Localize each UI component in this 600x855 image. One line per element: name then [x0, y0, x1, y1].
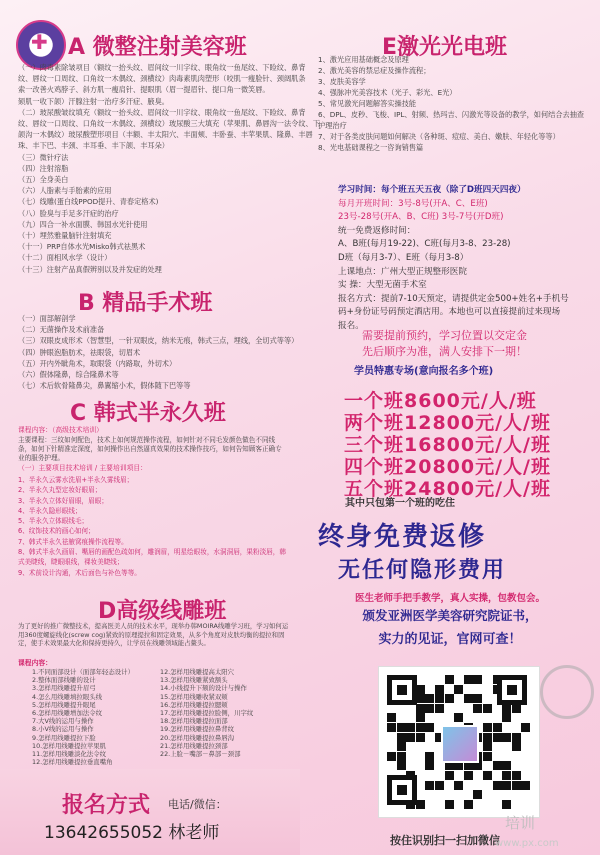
course-item: 10.怎样用线雕提拉苹果肌 — [32, 741, 107, 750]
schedule-line: 上课地点：广州大型正规整形医院 — [338, 266, 467, 277]
qr-module — [502, 761, 511, 770]
qr-module — [502, 713, 511, 722]
section-c-list — [18, 475, 290, 578]
qr-module — [425, 761, 434, 770]
qr-module — [512, 742, 521, 751]
schedule-block — [338, 184, 596, 334]
section-c-item: 8、韩式半永久画眉、嘴唇的画配色疏如何，雕润眉，明星绘眼妆，水洞洞唇，果粉淡唇，韩式美睫线，睫眼眼线，裸妆美睫线； — [18, 548, 286, 567]
qr-module — [512, 733, 521, 742]
schedule-line: 学习时间：每个班五天五夜（除了D班四天四夜） — [338, 185, 526, 195]
promise-line-5: 实力的见证，官网可查！ — [378, 632, 522, 647]
qr-module — [464, 694, 473, 703]
qr-module — [416, 694, 425, 703]
section-a-item: （五）全身美白 — [18, 175, 69, 185]
wechat-qr-code[interactable] — [378, 666, 540, 818]
section-a-item: 颏肌一收下颌）汗腺注射一治疗多汗症、腋臭。 — [18, 96, 169, 106]
qr-module — [483, 704, 492, 713]
qr-finder-pattern — [387, 775, 417, 805]
qr-module — [493, 733, 502, 742]
qr-module — [435, 781, 444, 790]
section-c-item: 7、韩式半永久祛腋窝痕操作流程等。 — [18, 537, 128, 546]
qr-module — [521, 723, 530, 732]
section-e-item: 4、强脉冲光美容技术（光子、彩光、E光） — [318, 88, 457, 97]
course-item: 4.怎么用线雕填拉眼头线 — [32, 692, 103, 701]
course-item: 6.怎样用线雕增加法令纹 — [32, 709, 103, 718]
section-c-item: 4、半永久隐形眼线； — [18, 506, 82, 515]
schedule-line: 实 操：大型无菌手术室 — [338, 280, 427, 291]
section-e-item: 7、对于各类皮肤问题如何解决（各种斑、痘痘、美白、嫩肤、年轻化等等） — [318, 132, 560, 141]
section-e-item: 2、激光美容的禁忌症及操作流程； — [318, 66, 431, 75]
qr-module — [464, 771, 473, 780]
qr-module — [416, 800, 425, 809]
schedule-line: 23号-28号(开A、B、C班) 3号-7号(开D班) — [338, 212, 504, 223]
watermark-ring-icon — [540, 665, 594, 719]
qr-module — [483, 723, 492, 732]
qr-module — [425, 694, 434, 703]
qr-module — [387, 752, 396, 761]
section-e-item: 8、光电基础课程之一咨询销售篇 — [318, 143, 424, 152]
section-c-intro-label: 课程内容：（高级技术培训） — [18, 426, 103, 434]
course-item: 13.怎样用线雕紧致额头 — [160, 676, 228, 685]
qr-module — [406, 733, 415, 742]
course-item: 19.怎样用线雕提拉鼻背纹 — [160, 725, 235, 734]
qr-module — [473, 790, 482, 799]
qr-module — [464, 800, 473, 809]
qr-module — [512, 781, 521, 790]
schedule-line: 报名。 — [338, 320, 364, 331]
course-item: 16.怎样用线雕提拉腮颊 — [160, 700, 228, 709]
section-b-item: （四）肿眼泡脂肪术，祛眼袋，切眉术 — [18, 347, 141, 357]
course-item: 3.怎样用线雕提升眉弓 — [32, 684, 96, 693]
registration-title: 报名方式 — [62, 793, 151, 818]
course-item: 14.小线提升下颏的设计与操作 — [160, 684, 247, 693]
qr-module — [502, 781, 511, 790]
qr-finder-pattern — [497, 675, 527, 705]
course-item: 12.怎样用线雕提高太阳穴 — [160, 668, 235, 676]
schedule-line: D班（每月3-7）、E班（每月3-8） — [338, 252, 469, 263]
section-d-course-label: 课程内容： — [18, 659, 52, 667]
qr-module — [416, 704, 425, 713]
qr-module — [435, 685, 444, 694]
course-item: 9.怎样用线雕提拉下脸 — [32, 733, 96, 742]
section-a-item: 珠、丰下巴、丰颈、丰耳垂、丰下颌、丰耳朵） — [18, 141, 169, 151]
section-c-sub-label: （一）主要项目技术培训 / 主要培训项目： — [18, 464, 147, 472]
qr-caption: 按住识别扫一扫加微信 — [390, 834, 500, 847]
section-e-list — [318, 54, 588, 153]
section-d-col2 — [160, 668, 280, 758]
section-a-item: （十三）注射产品真假辨别以及并发症的处理 — [18, 264, 162, 274]
section-a-item: （四）注射溶脂 — [18, 163, 69, 173]
qr-module — [435, 694, 444, 703]
section-a-item: 纹、唇纹一口周纹、口角纹一木偶纹、颈横纹）玻尿酸三大填充（苹果肌、鼻唇沟一法令纹、下 — [18, 119, 320, 129]
qr-module — [493, 723, 502, 732]
course-item: 22.上脸－嘴部－鼻部－颈部 — [160, 750, 241, 759]
qr-module — [445, 800, 454, 809]
section-c-title: C 韩式半永久班 — [70, 401, 226, 426]
section-c-intro: 主要课程：三纹如何配色，技术上如何规范操作流程，如何针对不同毛发颜色做色不同线条，如何下针精准定深度，如何操作出自然逼真效果的技术操作技巧，如何告知顾客正确专业的服务护理。 — [18, 436, 282, 462]
promise-line-2: 无任何隐形费用 — [338, 558, 507, 583]
section-a-item: （三）微针疗法 — [18, 152, 69, 162]
qr-module — [425, 723, 434, 732]
qr-module — [493, 761, 502, 770]
qr-module — [493, 781, 502, 790]
section-b-item: （六）假体隆鼻，综合隆鼻术等 — [18, 370, 119, 380]
registration-phone[interactable]: 13642655052 林老师 — [44, 823, 220, 843]
qr-module — [397, 752, 406, 761]
qr-module — [397, 733, 406, 742]
section-c-item: 5、半永久立体眼线毛； — [18, 517, 89, 526]
section-b-item: （七）术后软骨隆鼻尖，鼻翼缩小术，假体随下巴等等 — [18, 381, 191, 391]
promise-line-3: 医生老师手把手教学，真人实操，包教包会。 — [354, 593, 545, 604]
qr-module — [387, 723, 396, 732]
schedule-line: A、B班(每月19-22)、C班(每月3-8、23-28) — [338, 239, 511, 250]
section-a-item: （八）脸臭与手足多汗症的治疗 — [18, 208, 119, 218]
qr-finder-pattern — [387, 675, 417, 705]
qr-module — [387, 713, 396, 722]
section-b-list — [18, 313, 298, 391]
section-a-item: 索一改善火鸡脖子、斜方肌一瘦肩针、提眼肌（眉一提眉针、提口角一微笑唇。 — [18, 85, 270, 95]
section-e-title: E激光光电班 — [382, 35, 508, 60]
course-item: 8.小V线的运用与操作 — [32, 725, 94, 734]
qr-module — [483, 733, 492, 742]
section-a-item: （十）埋然雅量脑针注射填充 — [18, 231, 112, 241]
qr-module — [416, 723, 425, 732]
course-item: 12.怎样用线雕提拉垂直嘴角 — [32, 758, 113, 767]
course-item: 1.不同面部设计（面部年轻态设计） — [32, 668, 134, 676]
section-a-item: （六）人脂素与手胎素的应用 — [18, 186, 112, 196]
offer-title: 学员特惠专场(意向报名多个班) — [354, 366, 494, 377]
qr-module — [502, 800, 511, 809]
course-item: 18.怎样用线雕提拉面部 — [160, 717, 228, 726]
section-b-item: （一）面部解剖学 — [18, 314, 76, 323]
qr-module — [425, 704, 434, 713]
section-a-item: （十一）PRP自体水光Misko韩式祛黑术 — [18, 242, 146, 252]
course-item: 11.怎样用线雕淡化法令纹 — [32, 750, 107, 759]
qr-module — [502, 771, 511, 780]
qr-module — [416, 713, 425, 722]
section-a-title: A 微整注射美容班 — [68, 35, 247, 60]
qr-module — [425, 781, 434, 790]
section-e-item: 5、常见激光问题解答实操技能 — [318, 99, 417, 108]
section-a-item: （一）肉毒素除皱项目（额纹一抬头纹、眉间纹一川字纹、眼角纹一鱼尾纹、下睑纹、鼻背 — [18, 63, 306, 72]
promise-line-1: 终身免费返修 — [318, 522, 487, 552]
price-4: 四个班20800元/人/班 — [344, 456, 551, 478]
qr-center-photo — [441, 725, 479, 763]
qr-module — [416, 685, 425, 694]
notice-line-1: 需要提前预约，学习位置以交定金 — [362, 329, 527, 342]
section-a-item: 纹、唇纹一口周纹、口角纹一木偶纹、颈横纹）肉毒素肌肉塑形（咬肌一瘦脸针、颈阔肌条 — [18, 74, 306, 84]
price-1: 一个班8600元/人/班 — [344, 390, 537, 412]
course-item: 7.大V线的运用与操作 — [32, 717, 94, 726]
qr-module — [473, 675, 482, 684]
schedule-line: 报名方式：提前7-10天预定，请提供定金500+姓名+手机号 — [338, 293, 569, 304]
section-b-title: B 精品手术班 — [78, 291, 213, 316]
section-a-item: 颌沟一木偶纹）玻尿酸塑形项目（丰额、丰太阳穴、丰面颊、丰卧蚕、丰苹果肌、隆鼻、丰唇 — [18, 130, 313, 140]
registration-sub: 电话/微信： — [168, 798, 227, 811]
notice-line-2: 先后顺序为准，满人安排下一期！ — [362, 345, 527, 358]
qr-module — [445, 771, 454, 780]
schedule-line: 码+身份证号码预定酒店用。本地也可以直接提前过来现场 — [338, 307, 561, 318]
qr-module — [406, 723, 415, 732]
section-a-list — [18, 62, 320, 275]
qr-module — [435, 704, 444, 713]
qr-module — [502, 704, 511, 713]
qr-module — [454, 685, 463, 694]
price-5: 五个班24800元/人/班 — [344, 478, 551, 500]
qr-module — [397, 723, 406, 732]
qr-module — [425, 752, 434, 761]
qr-module — [464, 675, 473, 684]
course-item: 17.怎样用线雕提拉脸侧，川字纹 — [160, 709, 254, 718]
section-c-item: 3、半永久立体好眉眼，眉眼； — [18, 496, 108, 505]
section-a-item: （二）玻尿酸皱纹填充（额纹一抬头纹、眉间纹一川字纹、眼角纹一鱼尾纹、下睑纹、鼻背 — [18, 107, 306, 117]
price-2: 两个班12800元/人/班 — [344, 412, 551, 434]
section-e-item: 3、皮肤美容学 — [318, 77, 366, 86]
course-item: 21.怎样用线雕提拉颈部 — [160, 741, 228, 750]
section-e-item: 6、DPL、皮秒、飞梭、IPL、射频、热玛吉、闪激光等设备的教学，如何结合去抽查护理治疗 — [318, 110, 585, 130]
section-d-col1 — [32, 668, 157, 766]
section-d-intro: 为了更好的推广微整技术，提高医美人员的技术水平，现举办韩MOIRA线雕学习班，学习如何运用360度螺旋线化(screw cog)紧致的原理提拉和固定效果，从多个角度对皮肤均衡的提拉和固定，使手术效果最大化和保持更持久，让学员在线雕领域能占鳌头。 — [18, 622, 289, 648]
section-d-title: D高级线雕班 — [98, 599, 227, 624]
course-item: 2.整体面部线雕的设计 — [32, 676, 96, 685]
course-item: 15.怎样用线雕收紧双颊 — [160, 692, 228, 701]
price-3: 三个班16800元/人/班 — [344, 434, 551, 456]
section-c-item: 2、半永久丸型定妆好眼眉； — [18, 486, 102, 495]
watermark-url: www.px.com — [495, 838, 559, 849]
section-c-item: 1、半永久云雾水洗眉+半永久雾线眉； — [18, 476, 134, 484]
qr-module — [512, 704, 521, 713]
section-a-item: （九）四合一补水面膜、韩国水光针使用 — [18, 219, 148, 229]
qr-module — [454, 713, 463, 722]
promise-line-4: 颁发亚洲医学美容研究院证书， — [362, 608, 538, 623]
section-a-item: （七）线雕(蛋白线PPOD提升、青春定格术) — [18, 197, 159, 207]
qr-module — [445, 694, 454, 703]
section-a-item: （十二）面相风水学（设计） — [18, 253, 112, 263]
course-item: 20.怎样用线雕提拉鼻唇沟 — [160, 733, 235, 742]
qr-module — [416, 733, 425, 742]
qr-module — [521, 781, 530, 790]
course-item: 5.怎样用线雕提升眼尾 — [32, 700, 96, 709]
schedule-line: 统一免费返修时间： — [338, 225, 416, 236]
qr-module — [483, 771, 492, 780]
section-c-item: 6、纹饰技术的画心如何； — [18, 527, 95, 536]
section-b-item: （三）双眼皮成形术（智慧型，一针双眼皮，纳米无痕，韩式三点，埋线，全切式等等） — [18, 336, 299, 346]
qr-module — [502, 733, 511, 742]
section-b-item: （五）开内外眦角术，取眼袋（内路取，外切术） — [18, 358, 177, 368]
watermark-text: 培训 — [505, 814, 536, 832]
section-e-item: 1、激光应用基础概念及原理 — [318, 55, 409, 64]
section-b-item: （二）无菌操作及术前准备 — [18, 325, 105, 335]
qr-module — [483, 752, 492, 761]
qr-module — [445, 675, 454, 684]
schedule-line: 每月开班时间：3号-8号(开A、C、E班) — [338, 198, 488, 209]
qr-module — [512, 771, 521, 780]
qr-module — [397, 742, 406, 751]
qr-module — [473, 694, 482, 703]
qr-module — [473, 704, 482, 713]
section-c-item: 9、术前设计沟通，术后面色与补色等等。 — [18, 568, 141, 577]
price-note: 其中只包第一个班的吃住 — [345, 498, 455, 509]
qr-module — [483, 742, 492, 751]
qr-module — [397, 761, 406, 770]
qr-module — [454, 781, 463, 790]
